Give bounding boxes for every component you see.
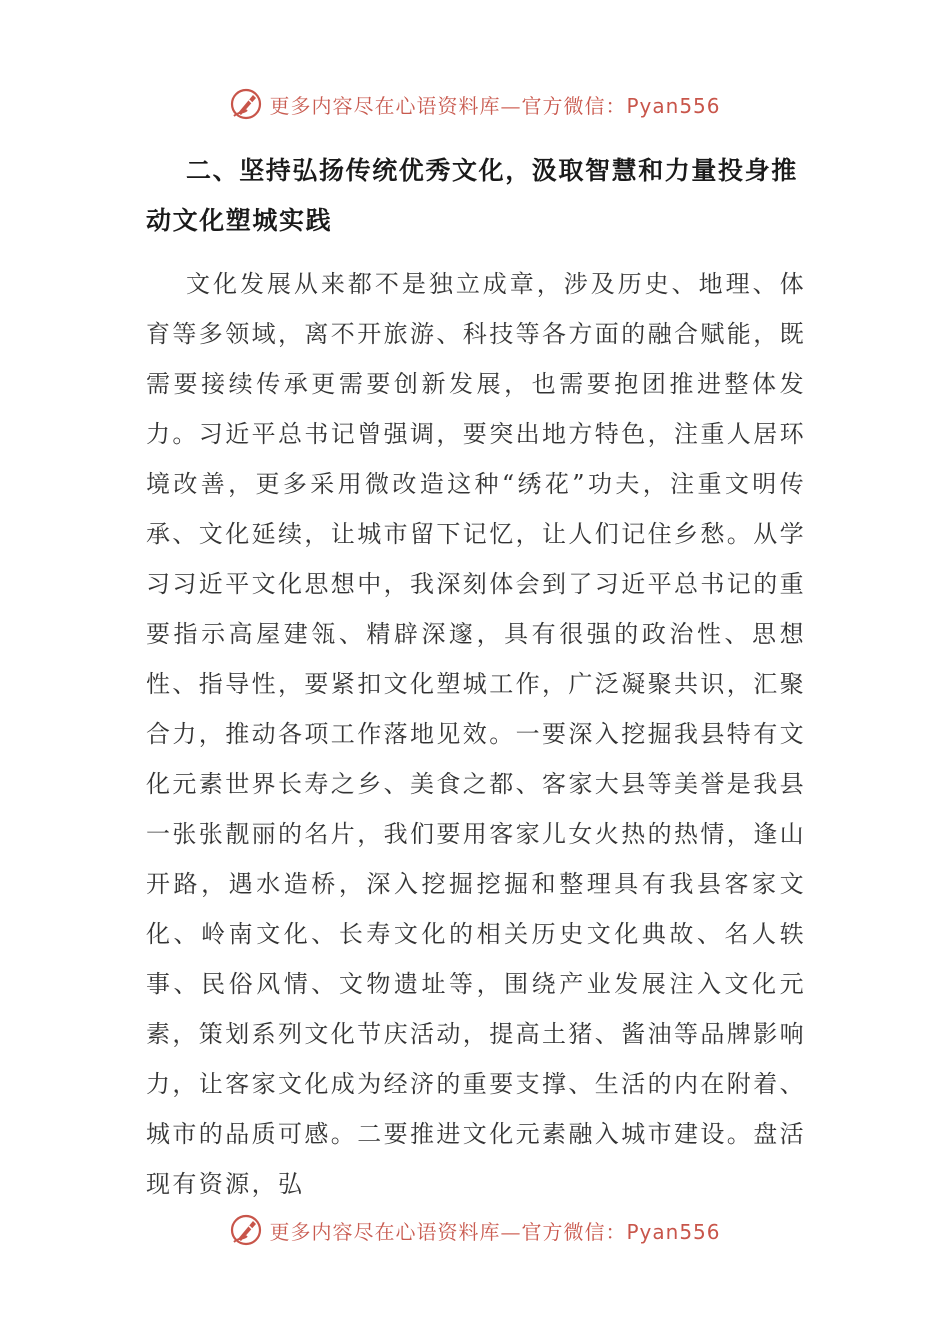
header-watermark-banner	[0, 84, 950, 124]
watermark-site-text: 更多内容尽在心语资料库	[269, 93, 501, 118]
watermark-text	[269, 1216, 720, 1245]
watermark-wechat-id: Pyan556	[626, 93, 721, 118]
footer-watermark-banner	[0, 1210, 950, 1250]
watermark-site-text: 更多内容尽在心语资料库	[269, 1219, 501, 1244]
watermark-wechat-label: 官方微信：	[521, 1219, 627, 1244]
quill-pen-logo-icon	[229, 1213, 263, 1247]
watermark-wechat-id: Pyan556	[626, 1219, 721, 1244]
watermark-dash: —	[500, 1219, 522, 1244]
body-paragraph: 文化发展从来都不是独立成章，涉及历史、地理、体育等多领域，离不开旅游、科技等各方面的融合赋能，既需要接续传承更需要创新发展，也需要抱团推进整体发力。习近平总书记曾强调，要突出地方特色，注重人居环境改善，更多采用微改造这种“绣花”功夫，注重文明传承、文化延续，让城市留下记忆，让人们记住乡愁。从学习习近平文化思想中，我深刻体会到了习近平总书记的重要指示高屋建瓴、精辟深邃，具有很强的政治性、思想性、指导性，要紧扣文化塑城工作，广泛凝聚共识，汇聚合力，推动各项工作落地见效。一要深入挖掘我县特有文化元素世界长寿之乡、美食之都、客家大县等美誉是我县一张张靓丽的名片，我们要用客家儿女火热的热情，逢山开路，遇水造桥，深入挖掘挖掘和整理具有我县客家文化、岭南文化、长寿文化的相关历史文化典故、名人轶事、民俗风情、文物遗址等，围绕产业发展注入文化元素，策划系列文化节庆活动，提高土猪、酱油等品牌影响力，让客家文化成为经济的重要支撑、生活的内在附着、城市的品质可感。二要推进文化元素融入城市建设。盘活现有资源，弘	[146, 270, 806, 1198]
watermark-wechat-label: 官方微信：	[521, 93, 627, 118]
quill-pen-logo-icon	[229, 87, 263, 121]
watermark-dash: —	[500, 93, 522, 118]
watermark-text	[269, 90, 720, 119]
section-heading: 二、坚持弘扬传统优秀文化，汲取智慧和力量投身推动文化塑城实践	[146, 156, 798, 235]
